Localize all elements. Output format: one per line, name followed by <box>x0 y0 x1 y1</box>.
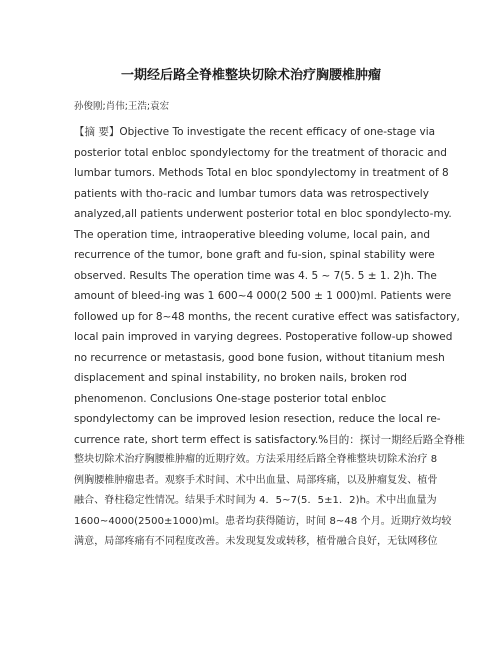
abstract-line: no recurrence or metastasis, good bone fusion, without titanium mesh <box>74 351 445 364</box>
abstract-line: displacement and spinal instability, no broken nails, broken rod <box>74 372 407 384</box>
abstract <box>74 122 465 553</box>
abstract-line: observed. Results The operation time was 4. 5 ~ 7(5. 5 ± 1. 2)h. The <box>74 269 437 282</box>
abstract-line: The operation time, intraoperative bleeding volume, local pain, and <box>74 228 431 241</box>
abstract-line: spondylectomy can be improved lesion resection, reduce the local re- <box>74 413 441 425</box>
abstract-line: patients with tho-racic and lumbar tumors data was retrospectively <box>74 187 429 200</box>
abstract-line: analyzed,all patients underwent posterior total en bloc spondylecto-my. <box>74 208 452 220</box>
abstract-line: 1600~4000(2500±1000)ml。患者均获得随访，时间 8~48 个月。近期疗效均较 <box>74 515 452 527</box>
abstract-line: 融合、脊柱稳定性情况。结果手术时间为 4．5~7(5．5±1．2)h。术中出血量为 <box>74 495 437 506</box>
abstract-line: 整块切除术治疗胸腰椎肿瘤的近期疗效。方法采用经后路全脊椎整块切除术治疗 8 <box>74 454 438 465</box>
abstract-line: lumbar tumors. Methods Total en bloc spondylectomy in treatment of 8 <box>74 167 449 179</box>
abstract-line: amount of bleed-ing was 1 600~4 000(2 500 ± 1 000)ml. Patients were <box>74 290 452 302</box>
abstract-line: 例胸腰椎肿瘤患者。观察手术时间、术中出血量、局部疼痛，以及肿瘤复发、植骨 <box>74 474 438 486</box>
abstract-line: posterior total enbloc spondylectomy for the treatment of thoracic and <box>74 146 447 159</box>
abstract-line: currence rate, short term effect is satisfactory.%目的：探讨一期经后路全脊椎 <box>74 433 465 446</box>
author-list: 孙俊刚;肖伟;王浩;袁宏 <box>74 101 170 112</box>
abstract-line: local pain improved in varying degrees. Postoperative follow-up showed <box>74 331 453 343</box>
abstract-line: 【摘 要】Objective To investigate the recent efficacy of one-stage via <box>74 126 436 138</box>
abstract-line: phenomenon. Conclusions One-stage posterior total enbloc <box>74 392 387 405</box>
abstract-line: recurrence of the tumor, bone graft and fu-sion, spinal stability were <box>74 249 435 261</box>
abstract-line: followed up for 8~48 months, the recent curative effect was satisfactory, <box>74 310 460 323</box>
abstract-line: 满意，局部疼痛有不同程度改善。未发现复发或转移，植骨融合良好，无钛网移位 <box>74 536 438 547</box>
document-title: 一期经后路全脊椎整块切除术治疗胸腰椎肿瘤 <box>120 68 381 83</box>
